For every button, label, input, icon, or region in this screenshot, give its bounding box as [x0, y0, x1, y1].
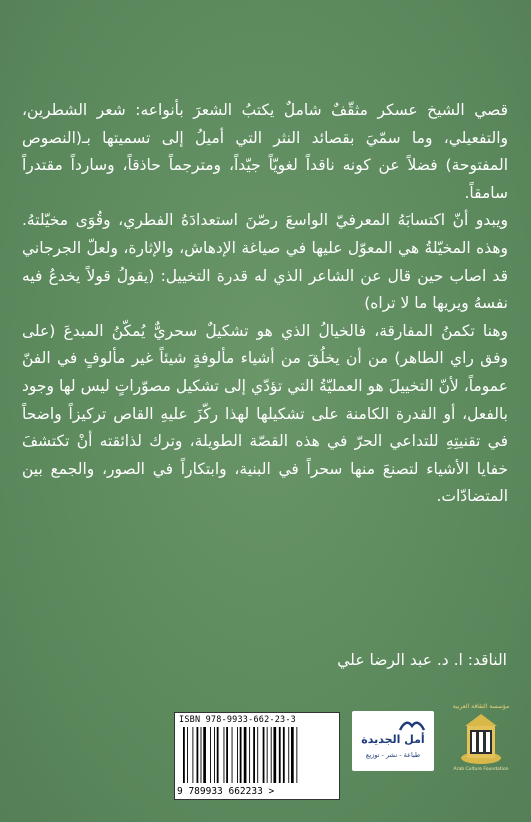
publisher-mark-icon [398, 716, 426, 734]
publisher-name: أمل الجديدة [361, 733, 425, 746]
blurb-text [22, 97, 508, 511]
blurb-paragraph-3: وهنا تكمنُ المفارقة، فالخيالُ الذي هو تشكيلٌ سحريٌّ يُمكّنُ المبدعَ (على وفق راي الطاهر) من أن يخلُقَ من أشياء مألوفةٍ شيئاً غير مألوفٍ في الفنّ عموماً، لأنّ التخييلَ هو العمليّةُ التي تؤدّي إلى تشكيل مصوّراتٍ ليس لها وجود بالفعل، أو القدرة الكامنة على تشكيلها لهذا ركّزَ عليهِ القاص تركيزاً واضحاً في تقنيتِهِ للتداعي الحرّ في هذه القصّة الطويلة، وترك لذائقته أنْ تكتشفَ خفايا الأشياء لتصنعَ منها سحراً في البنية، وابتكاراً في الصور، والجمع بين المتضادّات. [22, 321, 508, 506]
barcode-digits: 9 789933 662233 > [177, 786, 275, 797]
institution-logo [450, 703, 512, 775]
isbn-label: ISBN 978-9933-662-23-3 [179, 715, 296, 725]
institution-title: مؤسسة الثقافة العربية [452, 703, 510, 710]
blurb-paragraph-2: ويبدو أنّ اكتسابَهُ المعرفيّ الواسعَ رصّنَ استعدادَهُ الفطري، وقُوَى مخيّلتهُ. وهذه المخيّلةُ هي المعوّل عليها في صياغة الإدهاش، والإثارة، ولعلّ الجرجاني قد اصاب حين قال عن الشاعر الذي له قدرة التخييل: (يقولُ قولاً يخدعُ فيه نفسهُ ويريها ما لا تراه) [22, 211, 508, 313]
book-tower-icon [459, 712, 503, 766]
critic-signature: الناقد: ا. د. عبد الرضا علي [337, 651, 507, 669]
barcode-bars [181, 727, 333, 783]
publisher-logo [352, 711, 434, 771]
institution-subtitle: Arab Culture Foundation [453, 767, 509, 772]
blurb-paragraph-1: قصي الشيخ عسكر مثقّفٌ شاملٌ يكتبُ الشعرَ بأنواعه: شعر الشطرين، والتفعيلي، وما سمّيَ بقصائد النثر التي أميلُ إلى تسميتها بـ(النصوص المفتوحة) فضلاً عن كونه ناقداً لغويّاً جيّداً، ومترجماً حاذقاً، وسارداً مقتدراً سامقاً. [22, 101, 508, 202]
isbn-barcode [174, 712, 340, 800]
publisher-tagline: طباعة - نشر - توزيع [365, 751, 421, 759]
